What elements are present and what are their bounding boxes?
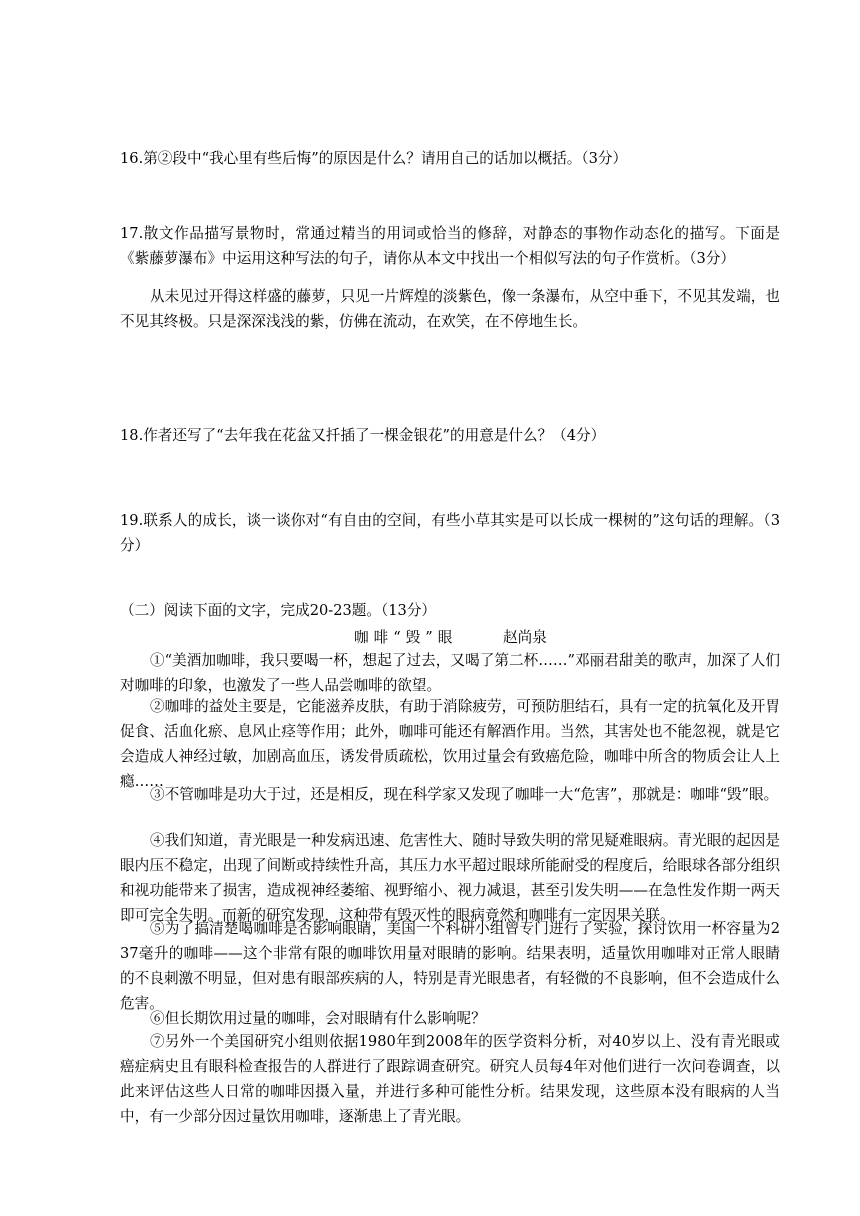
section-2-heading: （二）阅读下面的文字，完成20-23题。（13分） xyxy=(120,602,437,619)
question-17: 17.散文作品描写景物时，常通过精当的用词或恰当的修辞，对静态的事物作动态化的描写。下面是《紫藤萝瀑布》中运用这种写法的句子，请你从本文中找出一个相似写法的句子作赏析。（3分） xyxy=(120,225,780,267)
paragraph-3: ③不管咖啡是功大于过，还是相反，现在科学家又发现了咖啡一大“危害”，那就是：咖啡“毁”眼。 xyxy=(150,786,779,803)
question-18: 18.作者还写了“去年我在花盆又扦插了一棵金银花”的用意是什么？（4分） xyxy=(120,427,606,444)
paragraph-4: ④我们知道，青光眼是一种发病迅速、危害性大、随时导致失明的常见疑难眼病。青光眼的起因是眼内压不稳定，出现了间断或持续性升高，其压力水平超过眼球所能耐受的程度后，给眼球各部分组织和视功能带来了损害，造成视神经萎缩、视野缩小、视力减退，甚至引发失明——在急性发作期一两天即可完全失明。而新的研究发现，这种带有毁灭性的眼病竟然和咖啡有一定因果关联。 xyxy=(120,832,780,924)
paragraph-5: ⑤为了搞清楚喝咖啡是否影响眼睛，美国一个科研小组曾专门进行了实验，探讨饮用一杯容量为237毫升的咖啡——这个非常有限的咖啡饮用量对眼睛的影响。结果表明，适量饮用咖啡对正常人眼睛的不良刺激不明显，但对患有眼部疾病的人，特别是青光眼患者，有轻微的不良影响，但不会造成什么危害。 xyxy=(120,920,780,1012)
question-19: 19.联系人的成长，谈一谈你对“有自由的空间，有些小草其实是可以长成一棵树的”这句话的理解。（3分） xyxy=(120,512,780,554)
paragraph-6: ⑥但长期饮用过量的咖啡，会对眼睛有什么影响呢？ xyxy=(150,1010,486,1027)
paragraph-1: ①“美酒加咖啡，我只要喝一杯，想起了过去，又喝了第二杯……”邓丽君甜美的歌声，加深了人们对咖啡的印象，也激发了一些人品尝咖啡的欲望。 xyxy=(120,652,780,694)
article-author: 赵尚泉 xyxy=(503,629,547,646)
paragraph-7: ⑦另外一个美国研究小组则依据1980年到2008年的医学资料分析，对40岁以上、没有青光眼或癌症病史且有眼科检查报告的人群进行了跟踪调查研究。研究人员每4年对他们进行一次问卷调查，以此来评估这些人日常的咖啡因摄入量，并进行多种可能性分析。结果发现，这些原本没有眼病的人当中，有一少部分因过量饮用咖啡，逐渐患上了青光眼。 xyxy=(120,1033,780,1125)
question-17-quote: 从未见过开得这样盛的藤萝，只见一片辉煌的淡紫色，像一条瀑布，从空中垂下，不见其发端，也不见其终极。只是深深浅浅的紫，仿佛在流动，在欢笑，在不停地生长。 xyxy=(120,288,780,330)
question-16: 16.第②段中“我心里有些后悔”的原因是什么？请用自己的话加以概括。（3分） xyxy=(120,150,628,167)
exam-page xyxy=(120,0,780,1216)
paragraph-2: ②咖啡的益处主要是，它能滋养皮肤，有助于消除疲劳，可预防胆结石，具有一定的抗氧化及开胃促食、活血化瘀、息风止痉等作用；此外，咖啡可能还有解酒作用。当然，其害处也不能忽视，就是它会造成人神经过敏，加剧高血压，诱发骨质疏松，饮用过量会有致癌危险，咖啡中所含的物质会让人上瘾…… xyxy=(120,698,780,790)
article-title: 咖啡“毁”眼 xyxy=(354,629,458,646)
